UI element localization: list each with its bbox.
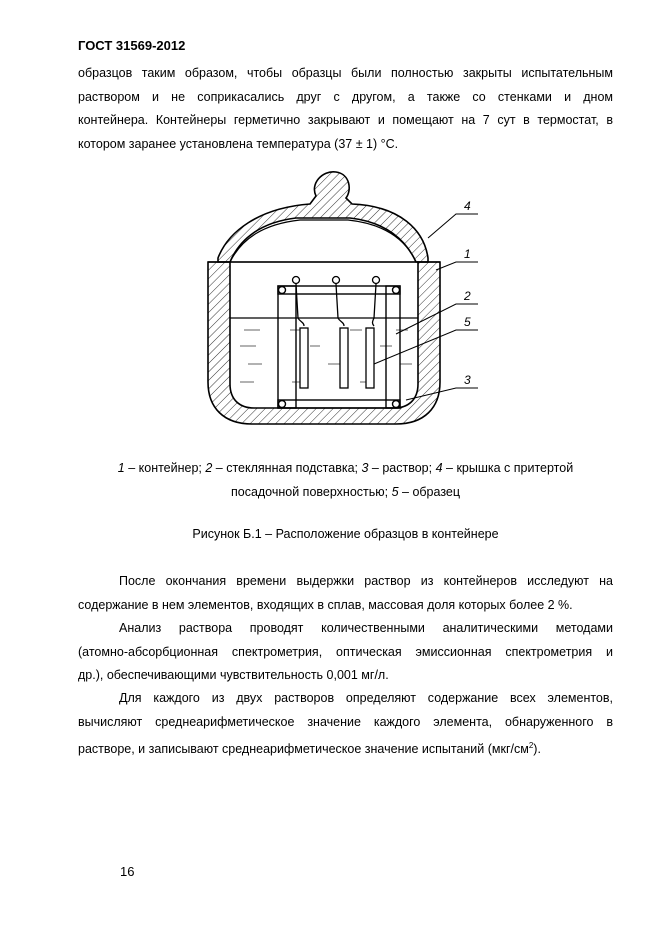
legend-line bbox=[78, 456, 613, 480]
text-line: контейнера. Контейнеры герметично закрывают и помещают на 7 сут в термостат, в bbox=[78, 113, 613, 127]
text-line: Для каждого из двух растворов определяют содержание всех элементов, bbox=[119, 691, 613, 705]
legend-number: 1 bbox=[117, 461, 125, 475]
samples bbox=[293, 277, 380, 389]
label-5: 5 bbox=[464, 315, 471, 329]
text-line: образцов таким образом, чтобы образцы были полностью закрыты испытательным bbox=[78, 66, 613, 80]
legend-number: 4 bbox=[435, 461, 443, 475]
figure-caption: Рисунок Б.1 – Расположение образцов в контейнере bbox=[192, 527, 499, 541]
page-number: 16 bbox=[120, 864, 135, 879]
legend-text: – контейнер; bbox=[124, 461, 206, 475]
superscript: 2 bbox=[528, 741, 534, 750]
text-line: (атомно-абсорбционная спектрометрия, оптическая эмиссионная спектрометрия и bbox=[78, 644, 613, 659]
label-2: 2 bbox=[464, 289, 471, 303]
paragraph-1 bbox=[78, 570, 613, 617]
legend-number: 3 bbox=[361, 461, 369, 475]
intro-paragraph bbox=[78, 62, 613, 156]
label-4: 4 bbox=[464, 199, 471, 213]
label-1: 1 bbox=[464, 247, 471, 261]
text-line: содержание в нем элементов, входящих в сплав, массовая доля которых более 2 %. bbox=[78, 597, 573, 612]
label-3: 3 bbox=[464, 373, 471, 387]
legend-number: 5 bbox=[391, 485, 399, 499]
legend-text: – образец bbox=[398, 485, 461, 499]
legend-text: – стеклянная подставка; bbox=[212, 461, 362, 475]
text-fragment: ). bbox=[533, 742, 541, 757]
text-line: После окончания времени выдержки раствор из контейнеров исследуют на bbox=[119, 574, 613, 588]
paragraph-2 bbox=[78, 617, 613, 688]
legend-text: – крышка с притертой bbox=[442, 461, 574, 475]
lid bbox=[218, 172, 428, 262]
legend-number: 2 bbox=[205, 461, 213, 475]
text-line: др.), обеспечивающими чувствительность 0,001 мг/л. bbox=[78, 668, 389, 682]
text-line: Анализ раствора проводят количественными аналитическими методами bbox=[119, 621, 613, 635]
text-line bbox=[78, 734, 613, 762]
text-line: котором заранее установлена температура (37 ± 1) °С. bbox=[78, 136, 399, 151]
legend-text: – раствор; bbox=[368, 461, 436, 475]
glass-stand bbox=[278, 286, 400, 408]
legend-line bbox=[78, 480, 613, 504]
figure-legend bbox=[78, 456, 613, 504]
text-line: раствором и не соприкасались друг с другом, а также со стенками и дном bbox=[78, 89, 613, 104]
legend-text: посадочной поверхностью; bbox=[230, 485, 392, 499]
document-header: ГОСТ 31569-2012 bbox=[78, 38, 186, 53]
paragraph-3 bbox=[78, 687, 613, 762]
text-line: вычисляют среднеарифметическое значение каждого элемента, обнаруженного в bbox=[78, 714, 613, 729]
text-fragment: растворе, и записывают среднеарифметическое значение испытаний (мкг/см bbox=[78, 742, 529, 757]
container-diagram bbox=[200, 168, 500, 438]
